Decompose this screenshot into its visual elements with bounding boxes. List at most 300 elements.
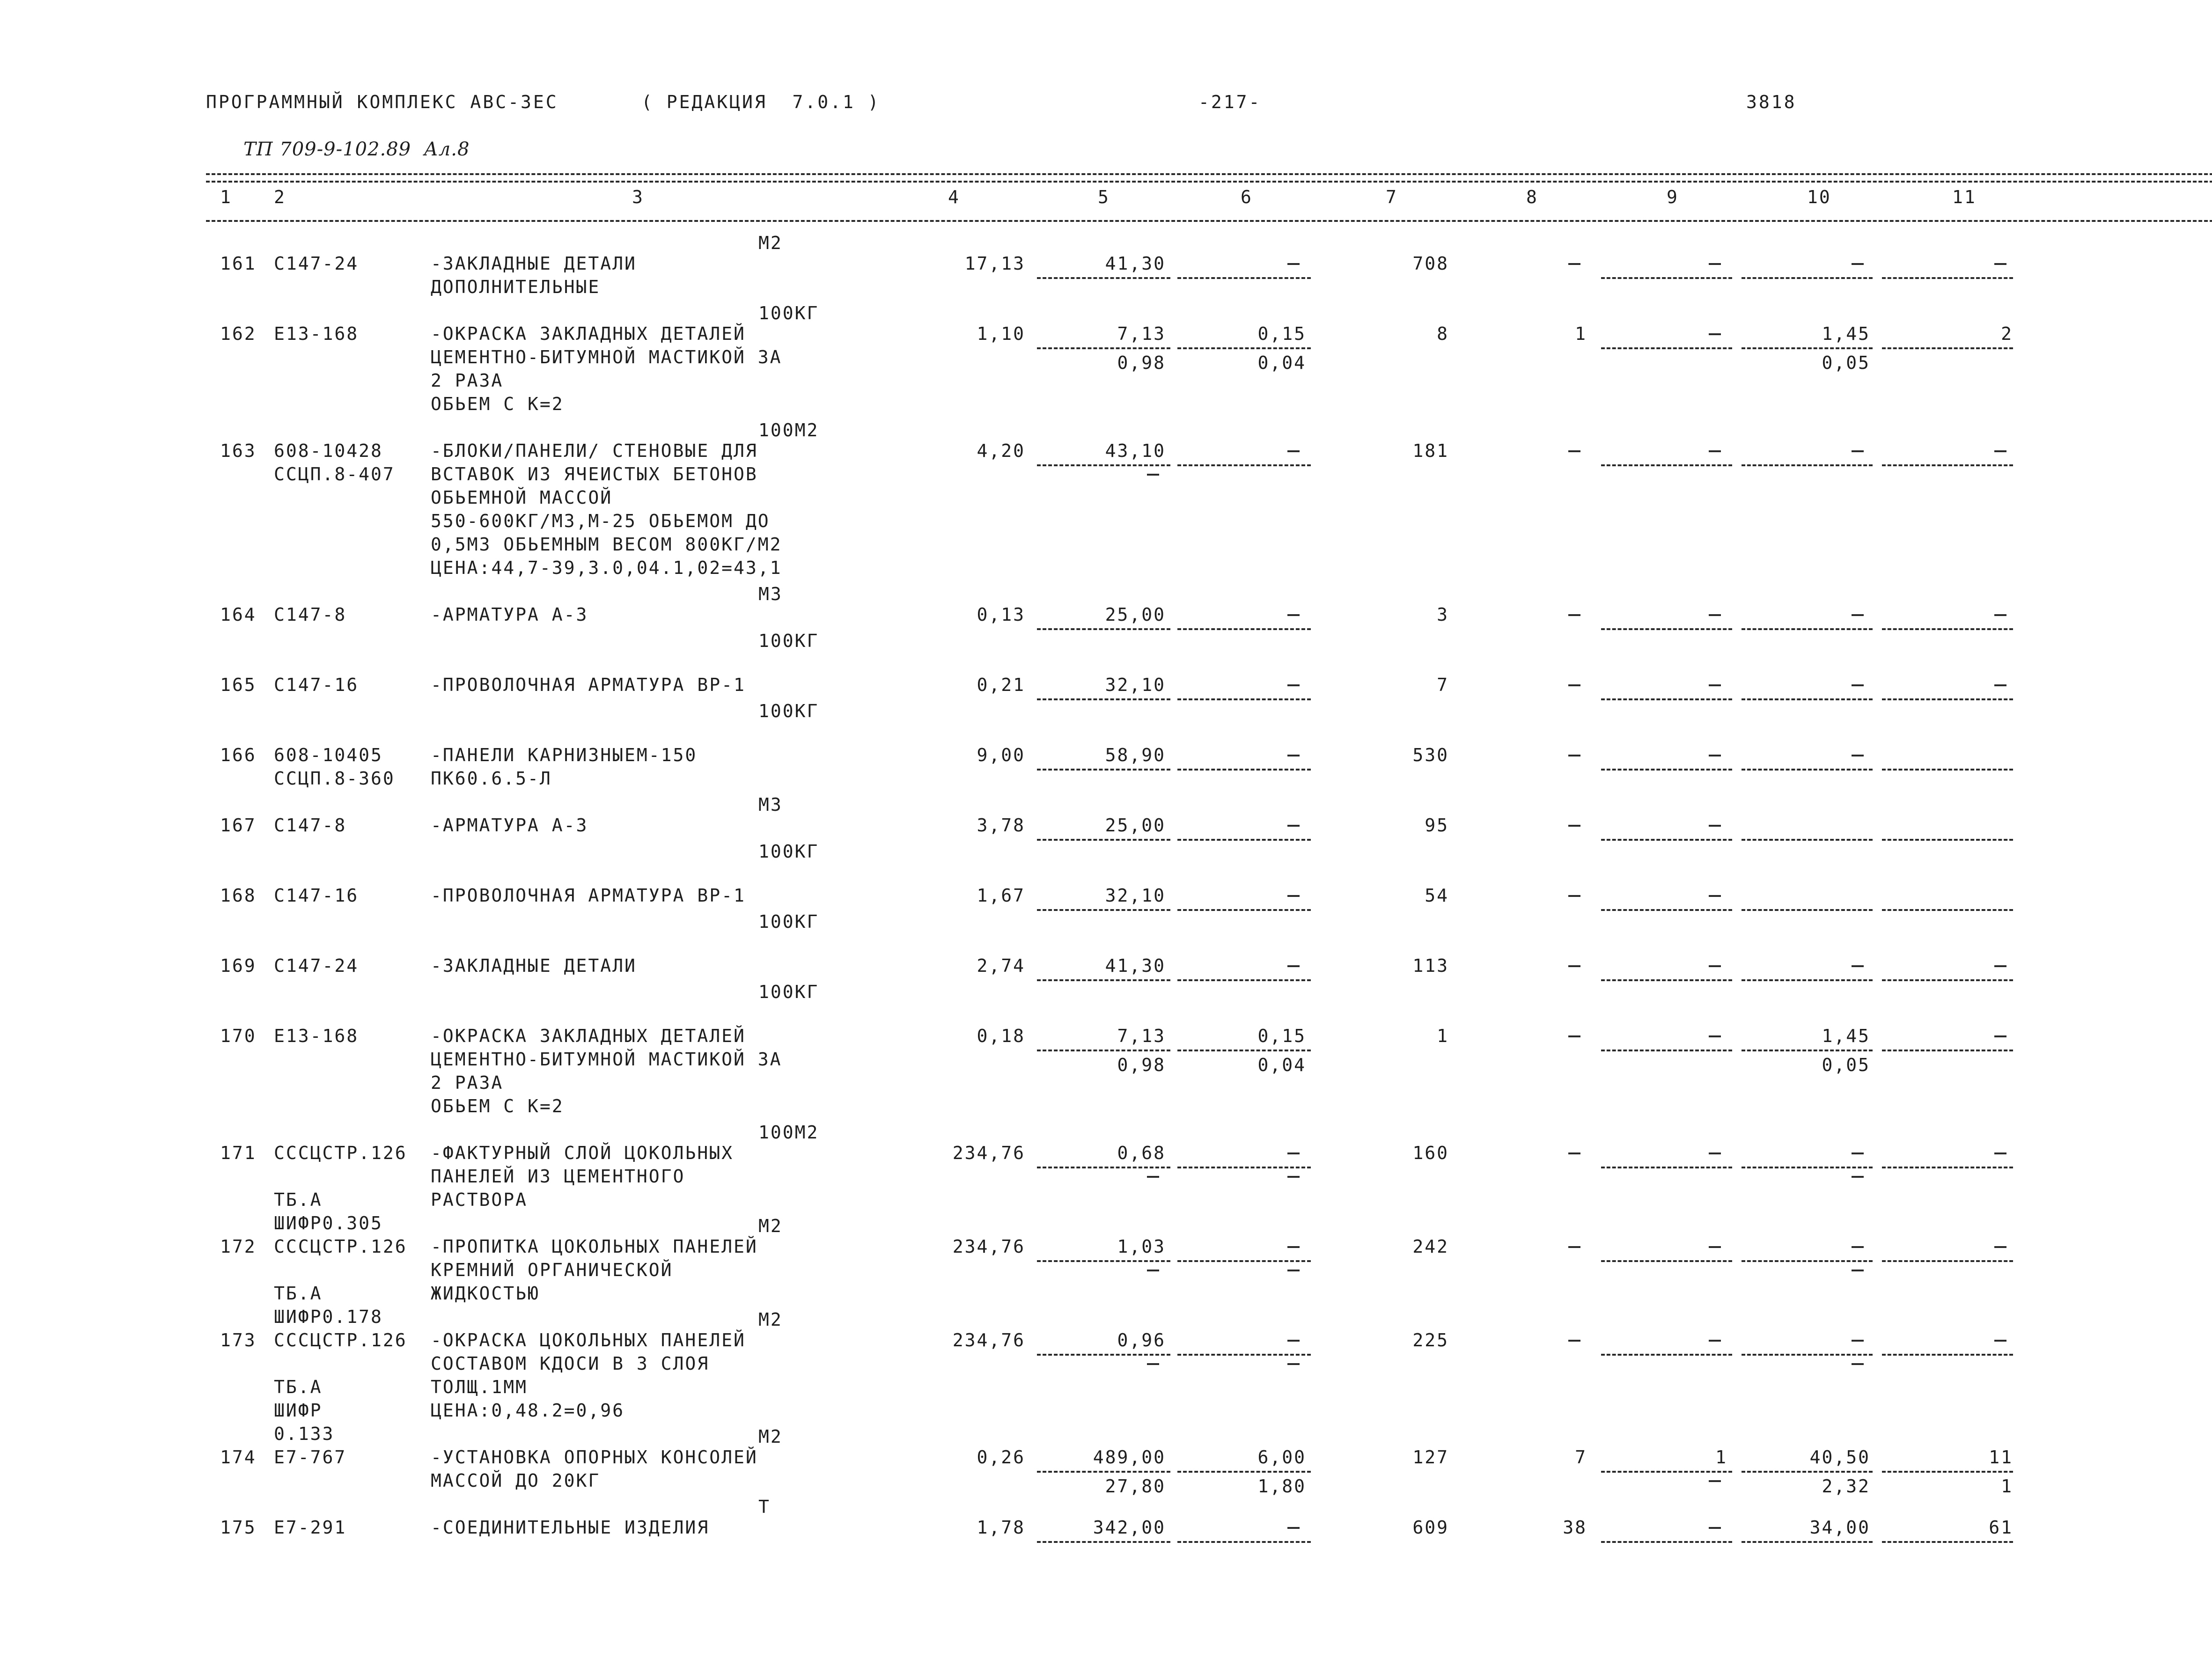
work-description: ЦЕНА:44,7-39,3.0,04.1,02=43,1 <box>431 558 782 578</box>
header-rule-bottom <box>206 220 2212 222</box>
column-header-5: 5 <box>1098 187 1110 207</box>
zero-dash <box>1852 1176 1864 1178</box>
underline-col5 <box>1037 698 1170 700</box>
cell-c8: 38 <box>1563 1517 1587 1538</box>
cell-qty: 1,10 <box>977 323 1025 344</box>
zero-dash <box>1994 1340 2006 1342</box>
zero-dash <box>1568 450 1580 452</box>
zero-dash <box>1994 1035 2006 1037</box>
underline-col11 <box>1882 839 2013 841</box>
underline-col5 <box>1037 1354 1170 1356</box>
row-number: 174 <box>220 1447 257 1468</box>
zero-dash <box>1287 1363 1300 1365</box>
underline-col11 <box>1882 909 2013 911</box>
underline-col10 <box>1742 1471 1873 1473</box>
norm-code: С147-8 <box>274 604 347 625</box>
underline-col11 <box>1882 1471 2013 1473</box>
cell-c10: 1,45 <box>1822 1026 1870 1046</box>
cell-c10: 1,45 <box>1822 323 1870 344</box>
underline-col6 <box>1177 1354 1311 1356</box>
cell-c10: 34,00 <box>1809 1517 1870 1538</box>
underline-col10 <box>1742 1167 1873 1168</box>
work-description: ВСТАВОК ИЗ ЯЧЕИСТЫХ БЕТОНОВ <box>431 464 758 484</box>
underline-col6 <box>1177 1050 1311 1051</box>
norm-code: С147-24 <box>274 955 359 976</box>
underline-col10 <box>1742 347 1873 349</box>
underline-col6 <box>1177 769 1311 771</box>
underline-col9 <box>1601 769 1732 771</box>
column-header-3: 3 <box>632 187 644 207</box>
underline-col9 <box>1601 698 1732 700</box>
cell-c7: 8 <box>1437 323 1449 344</box>
cell-c7: 3 <box>1437 604 1449 625</box>
underline-col10 <box>1742 628 1873 630</box>
zero-dash <box>1287 614 1300 616</box>
unit-label: 100М2 <box>758 420 819 440</box>
underline-col5 <box>1037 909 1170 911</box>
work-description: -АРМАТУРА А-3 <box>431 604 588 625</box>
column-header-10: 10 <box>1807 187 1831 207</box>
norm-code: Е7-291 <box>274 1517 347 1538</box>
underline-col9 <box>1601 277 1732 279</box>
underline-col6 <box>1177 909 1311 911</box>
zero-dash <box>1852 755 1864 756</box>
cell-c7: 160 <box>1412 1143 1449 1163</box>
underline-col6 <box>1177 1541 1311 1543</box>
cell-c7: 113 <box>1412 955 1449 976</box>
zero-dash <box>1709 450 1721 452</box>
underline-col6 <box>1177 698 1311 700</box>
unit-label: 100КГ <box>758 303 819 323</box>
zero-dash <box>1852 1270 1864 1271</box>
work-description: 2 РАЗА <box>431 1072 504 1093</box>
cell-c6b: 0,04 <box>1257 1055 1306 1075</box>
zero-dash <box>1568 895 1580 897</box>
zero-dash <box>1287 450 1300 452</box>
norm-code: Е13-168 <box>274 323 359 344</box>
norm-code: С147-24 <box>274 253 359 274</box>
work-description: 550-600КГ/М3,М-25 ОБЬЕМОМ ДО <box>431 511 770 531</box>
work-description: КРЕМНИЙ ОРГАНИЧЕСКОЙ <box>431 1260 673 1280</box>
row-number: 170 <box>220 1026 257 1046</box>
unit-label: М2 <box>758 1309 783 1330</box>
work-description: ТОЛЩ.1ММ <box>431 1377 528 1397</box>
column-header-7: 7 <box>1386 187 1398 207</box>
underline-col11 <box>1882 464 2013 466</box>
norm-code: С147-16 <box>274 885 359 906</box>
underline-col5 <box>1037 1050 1170 1051</box>
norm-code: Е13-168 <box>274 1026 359 1046</box>
zero-dash <box>1994 1246 2006 1248</box>
zero-dash <box>1852 1340 1864 1342</box>
zero-dash <box>1568 263 1580 265</box>
cell-c6: 0,15 <box>1257 1026 1306 1046</box>
zero-dash <box>1568 1246 1580 1248</box>
underline-col5 <box>1037 628 1170 630</box>
zero-dash <box>1147 1363 1159 1365</box>
cell-c5: 489,00 <box>1093 1447 1166 1468</box>
underline-col6 <box>1177 277 1311 279</box>
cell-c7: 225 <box>1412 1330 1449 1351</box>
zero-dash <box>1709 755 1721 756</box>
zero-dash <box>1852 684 1864 686</box>
unit-label: 100КГ <box>758 631 819 651</box>
work-description: -СОЕДИНИТЕЛЬНЫЕ ИЗДЕЛИЯ <box>431 1517 710 1538</box>
column-header-4: 4 <box>948 187 960 207</box>
underline-col9 <box>1601 1260 1732 1262</box>
work-description: -АРМАТУРА А-3 <box>431 815 588 836</box>
underline-col6 <box>1177 347 1311 349</box>
work-description: -ОКРАСКА ЦОКОЛЬНЫХ ПАНЕЛЕЙ <box>431 1330 746 1351</box>
cell-c5: 58,90 <box>1105 745 1166 765</box>
unit-label: 100КГ <box>758 841 819 862</box>
document-code: 3818 <box>1746 92 1797 112</box>
column-header-6: 6 <box>1241 187 1253 207</box>
zero-dash <box>1287 1527 1300 1529</box>
work-description: ЦЕМЕНТНО-БИТУМНОЙ МАСТИКОЙ ЗА <box>431 1049 782 1070</box>
zero-dash <box>1852 965 1864 967</box>
zero-dash <box>1709 965 1721 967</box>
zero-dash <box>1994 684 2006 686</box>
underline-col11 <box>1882 1541 2013 1543</box>
work-description: ПАНЕЛЕЙ ИЗ ЦЕМЕНТНОГО <box>431 1166 685 1187</box>
row-number: 166 <box>220 745 257 765</box>
norm-code: 608-10428 <box>274 440 383 461</box>
norm-code: Е7-767 <box>274 1447 347 1468</box>
zero-dash <box>1709 333 1721 335</box>
unit-label: М3 <box>758 794 783 815</box>
zero-dash <box>1709 1340 1721 1342</box>
work-description: -ПРОПИТКА ЦОКОЛЬНЫХ ПАНЕЛЕЙ <box>431 1236 758 1257</box>
cell-c5: 0,68 <box>1117 1143 1166 1163</box>
zero-dash <box>1994 965 2006 967</box>
cell-qty: 4,20 <box>977 440 1025 461</box>
underline-col9 <box>1601 909 1732 911</box>
underline-col5 <box>1037 979 1170 981</box>
zero-dash <box>1709 263 1721 265</box>
cell-c5: 342,00 <box>1093 1517 1166 1538</box>
cell-c5b: 0,98 <box>1117 352 1166 373</box>
underline-col5 <box>1037 1167 1170 1168</box>
cell-qty: 0,21 <box>977 675 1025 695</box>
cell-c7: 1 <box>1437 1026 1449 1046</box>
zero-dash <box>1709 825 1721 827</box>
zero-dash <box>1287 1152 1300 1154</box>
underline-col5 <box>1037 347 1170 349</box>
norm-code: ТБ.А <box>274 1377 323 1397</box>
work-description: ОБЬЕМНОЙ МАССОЙ <box>431 487 613 508</box>
underline-col11 <box>1882 347 2013 349</box>
work-description: ОБЬЕМ С К=2 <box>431 394 564 414</box>
underline-col9 <box>1601 628 1732 630</box>
cell-qty: 0,18 <box>977 1026 1025 1046</box>
work-description: -ОКРАСКА ЗАКЛАДНЫХ ДЕТАЛЕЙ <box>431 323 746 344</box>
edition-label: ( РЕДАКЦИЯ 7.0.1 ) <box>641 92 881 112</box>
underline-col6 <box>1177 628 1311 630</box>
norm-code: ССЦП.8-407 <box>274 464 395 484</box>
zero-dash <box>1709 1527 1721 1529</box>
row-number: 165 <box>220 675 257 695</box>
work-description: -ЗАКЛАДНЫЕ ДЕТАЛИ <box>431 955 637 976</box>
underline-col11 <box>1882 1167 2013 1168</box>
underline-col11 <box>1882 1260 2013 1262</box>
underline-col5 <box>1037 464 1170 466</box>
work-description: -БЛОКИ/ПАНЕЛИ/ СТЕНОВЫЕ ДЛЯ <box>431 440 758 461</box>
underline-col5 <box>1037 1471 1170 1473</box>
zero-dash <box>1568 684 1580 686</box>
cell-qty: 0,13 <box>977 604 1025 625</box>
work-description: -ЗАКЛАДНЫЕ ДЕТАЛИ <box>431 253 637 274</box>
underline-col11 <box>1882 769 2013 771</box>
cell-qty: 0,26 <box>977 1447 1025 1468</box>
underline-col10 <box>1742 909 1873 911</box>
work-description: ОБЬЕМ С К=2 <box>431 1096 564 1116</box>
cell-c7: 708 <box>1412 253 1449 274</box>
cell-c7: 530 <box>1412 745 1449 765</box>
zero-dash <box>1287 1246 1300 1248</box>
underline-col10 <box>1742 769 1873 771</box>
underline-col11 <box>1882 698 2013 700</box>
zero-dash <box>1709 1035 1721 1037</box>
underline-col11 <box>1882 979 2013 981</box>
cell-qty: 234,76 <box>952 1236 1025 1257</box>
cell-c10b: 0,05 <box>1822 1055 1870 1075</box>
norm-code: 608-10405 <box>274 745 383 765</box>
work-description: РАСТВОРА <box>431 1189 528 1210</box>
underline-col10 <box>1742 1541 1873 1543</box>
column-header-8: 8 <box>1526 187 1538 207</box>
norm-code: СССЦСТР.126 <box>274 1236 407 1257</box>
zero-dash <box>1287 1176 1300 1178</box>
header-rule-mid <box>206 181 2212 183</box>
underline-col9 <box>1601 1354 1732 1356</box>
cell-c7: 54 <box>1425 885 1449 906</box>
cell-c7: 609 <box>1412 1517 1449 1538</box>
work-description: ЦЕНА:0,48.2=0,96 <box>431 1400 625 1421</box>
underline-col10 <box>1742 839 1873 841</box>
underline-col9 <box>1601 1167 1732 1168</box>
underline-col6 <box>1177 979 1311 981</box>
zero-dash <box>1147 474 1159 476</box>
underline-col10 <box>1742 277 1873 279</box>
underline-col5 <box>1037 1260 1170 1262</box>
work-description: -ОКРАСКА ЗАКЛАДНЫХ ДЕТАЛЕЙ <box>431 1026 746 1046</box>
cell-c5: 1,03 <box>1117 1236 1166 1257</box>
column-header-2: 2 <box>274 187 286 207</box>
work-description: -ФАКТУРНЫЙ СЛОЙ ЦОКОЛЬНЫХ <box>431 1143 734 1163</box>
zero-dash <box>1709 1152 1721 1154</box>
zero-dash <box>1568 1152 1580 1154</box>
cell-c11: 2 <box>2001 323 2013 344</box>
zero-dash <box>1287 1270 1300 1271</box>
underline-col11 <box>1882 1354 2013 1356</box>
work-description: СОСТАВОМ КДОСИ В 3 СЛОЯ <box>431 1353 710 1374</box>
work-description: ДОПОЛНИТЕЛЬНЫЕ <box>431 277 601 297</box>
cell-c11: 61 <box>1989 1517 2013 1538</box>
zero-dash <box>1852 450 1864 452</box>
zero-dash <box>1709 1480 1721 1482</box>
work-description: -ПРОВОЛОЧНАЯ АРМАТУРА ВР-1 <box>431 675 746 695</box>
norm-code: ШИФР <box>274 1400 323 1421</box>
cell-c7: 7 <box>1437 675 1449 695</box>
cell-c5: 25,00 <box>1105 815 1166 836</box>
underline-col10 <box>1742 1260 1873 1262</box>
underline-col5 <box>1037 839 1170 841</box>
zero-dash <box>1147 1270 1159 1271</box>
row-number: 161 <box>220 253 257 274</box>
zero-dash <box>1852 1152 1864 1154</box>
underline-col10 <box>1742 1354 1873 1356</box>
underline-col6 <box>1177 464 1311 466</box>
work-description: -ПАНЕЛИ КАРНИЗНЫЕМ-150 <box>431 745 698 765</box>
cell-c10: 40,50 <box>1809 1447 1870 1468</box>
column-header-9: 9 <box>1667 187 1679 207</box>
underline-col9 <box>1601 1050 1732 1051</box>
unit-label: 100М2 <box>758 1122 819 1143</box>
underline-col9 <box>1601 347 1732 349</box>
program-title: ПРОГРАММНЫЙ КОМПЛЕКС АВС-3ЕС <box>206 92 559 112</box>
cell-qty: 234,76 <box>952 1330 1025 1351</box>
zero-dash <box>1568 755 1580 756</box>
underline-col9 <box>1601 979 1732 981</box>
zero-dash <box>1994 1152 2006 1154</box>
unit-label: М2 <box>758 1426 783 1447</box>
cell-c7: 95 <box>1425 815 1449 836</box>
zero-dash <box>1147 1176 1159 1178</box>
zero-dash <box>1568 965 1580 967</box>
norm-code: СССЦСТР.126 <box>274 1330 407 1351</box>
work-description: ПК60.6.5-Л <box>431 768 552 789</box>
row-number: 162 <box>220 323 257 344</box>
zero-dash <box>1287 684 1300 686</box>
norm-code: СССЦСТР.126 <box>274 1143 407 1163</box>
cell-c5: 43,10 <box>1105 440 1166 461</box>
norm-code: ТБ.А <box>274 1283 323 1304</box>
zero-dash <box>1709 614 1721 616</box>
zero-dash <box>1852 1363 1864 1365</box>
zero-dash <box>1852 614 1864 616</box>
cell-qty: 234,76 <box>952 1143 1025 1163</box>
zero-dash <box>1994 614 2006 616</box>
zero-dash <box>1568 825 1580 827</box>
zero-dash <box>1709 1246 1721 1248</box>
underline-col5 <box>1037 1541 1170 1543</box>
unit-label: М2 <box>758 233 783 253</box>
cell-c11b: 1 <box>2001 1476 2013 1497</box>
zero-dash <box>1568 1035 1580 1037</box>
cell-qty: 2,74 <box>977 955 1025 976</box>
underline-col9 <box>1601 1541 1732 1543</box>
underline-col9 <box>1601 464 1732 466</box>
cell-c6: 0,15 <box>1257 323 1306 344</box>
row-number: 163 <box>220 440 257 461</box>
underline-col10 <box>1742 979 1873 981</box>
underline-col9 <box>1601 1471 1732 1473</box>
cell-c5: 41,30 <box>1105 955 1166 976</box>
cell-c8: 1 <box>1575 323 1587 344</box>
underline-col10 <box>1742 464 1873 466</box>
zero-dash <box>1287 825 1300 827</box>
cell-c7: 181 <box>1412 440 1449 461</box>
cell-c7: 127 <box>1412 1447 1449 1468</box>
underline-col10 <box>1742 1050 1873 1051</box>
cell-c5: 25,00 <box>1105 604 1166 625</box>
cell-qty: 1,78 <box>977 1517 1025 1538</box>
zero-dash <box>1287 755 1300 756</box>
cell-c7: 242 <box>1412 1236 1449 1257</box>
work-description: МАССОЙ ДО 20КГ <box>431 1470 601 1491</box>
underline-col11 <box>1882 1050 2013 1051</box>
zero-dash <box>1709 895 1721 897</box>
column-header-11: 11 <box>1952 187 1977 207</box>
work-description: -ПРОВОЛОЧНАЯ АРМАТУРА ВР-1 <box>431 885 746 906</box>
row-number: 175 <box>220 1517 257 1538</box>
zero-dash <box>1852 1246 1864 1248</box>
work-description: ЖИДКОСТЬЮ <box>431 1283 540 1304</box>
zero-dash <box>1287 1340 1300 1342</box>
unit-label: 100КГ <box>758 982 819 1002</box>
norm-code: ТБ.А <box>274 1189 323 1210</box>
work-description: 2 РАЗА <box>431 370 504 391</box>
work-description: -УСТАНОВКА ОПОРНЫХ КОНСОЛЕЙ <box>431 1447 758 1468</box>
underline-col6 <box>1177 1471 1311 1473</box>
zero-dash <box>1287 895 1300 897</box>
underline-col11 <box>1882 628 2013 630</box>
zero-dash <box>1994 450 2006 452</box>
zero-dash <box>1568 1340 1580 1342</box>
cell-c9: 1 <box>1715 1447 1727 1468</box>
cell-c10b: 2,32 <box>1822 1476 1870 1497</box>
cell-c6: 6,00 <box>1257 1447 1306 1468</box>
cell-c5: 32,10 <box>1105 675 1166 695</box>
unit-label: 100КГ <box>758 911 819 932</box>
underline-col9 <box>1601 839 1732 841</box>
underline-col5 <box>1037 277 1170 279</box>
handwritten-project-note: ТП 709-9-102.89 Ал.8 <box>243 139 470 160</box>
cell-c6b: 0,04 <box>1257 352 1306 373</box>
column-header-1: 1 <box>220 187 232 207</box>
underline-col11 <box>1882 277 2013 279</box>
row-number: 173 <box>220 1330 257 1351</box>
cell-c5: 32,10 <box>1105 885 1166 906</box>
cell-c8: 7 <box>1575 1447 1587 1468</box>
underline-col6 <box>1177 1260 1311 1262</box>
cell-qty: 3,78 <box>977 815 1025 836</box>
norm-code: ШИФР0.305 <box>274 1213 383 1233</box>
work-description: 0,5М3 ОБЬЕМНЫМ ВЕСОМ 800КГ/М2 <box>431 534 782 555</box>
norm-code: С147-8 <box>274 815 347 836</box>
cell-c11: 11 <box>1989 1447 2013 1468</box>
zero-dash <box>1287 965 1300 967</box>
cell-c5: 7,13 <box>1117 323 1166 344</box>
cell-c5: 7,13 <box>1117 1026 1166 1046</box>
zero-dash <box>1568 614 1580 616</box>
cell-c6b: 1,80 <box>1257 1476 1306 1497</box>
cell-c10b: 0,05 <box>1822 352 1870 373</box>
header-rule-top <box>206 173 2212 175</box>
underline-col10 <box>1742 698 1873 700</box>
underline-col6 <box>1177 839 1311 841</box>
cell-c5: 41,30 <box>1105 253 1166 274</box>
zero-dash <box>1287 263 1300 265</box>
cell-qty: 17,13 <box>964 253 1025 274</box>
norm-code: С147-16 <box>274 675 359 695</box>
unit-label: Т <box>758 1497 771 1517</box>
row-number: 164 <box>220 604 257 625</box>
cell-c5b: 0,98 <box>1117 1055 1166 1075</box>
norm-code: ШИФР0.178 <box>274 1307 383 1327</box>
work-description: ЦЕМЕНТНО-БИТУМНОЙ МАСТИКОЙ ЗА <box>431 347 782 367</box>
